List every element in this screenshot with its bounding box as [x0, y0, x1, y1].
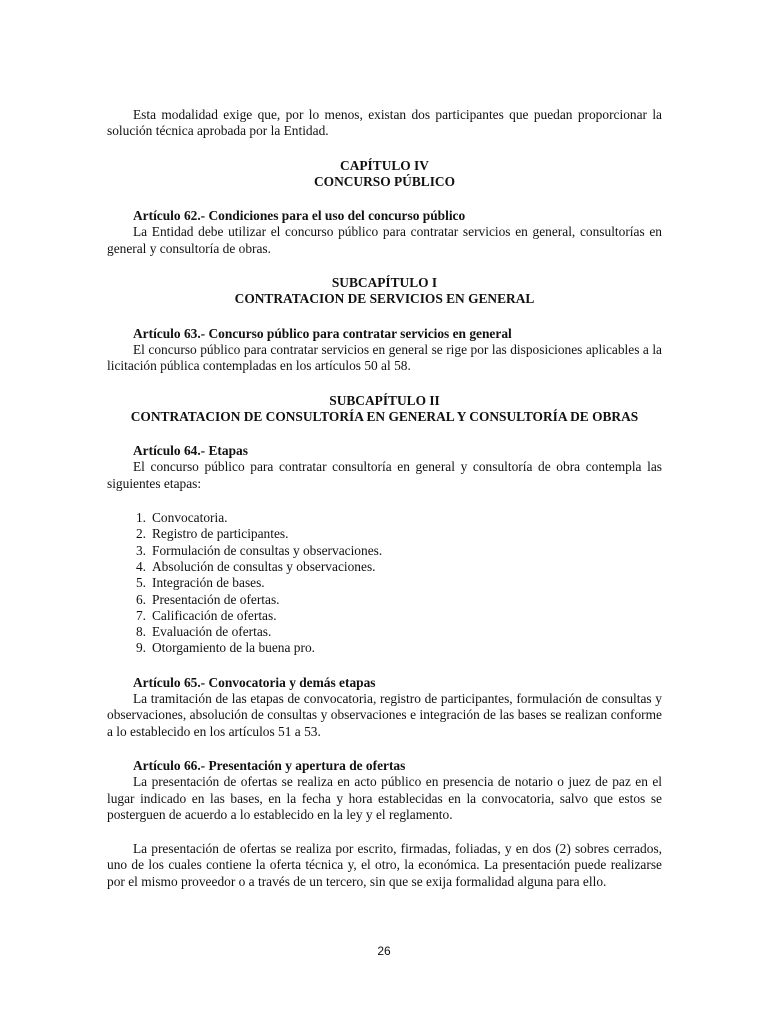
article-63-title: Artículo 63.- Concurso público para contratar servicios en general	[133, 325, 512, 341]
subchapter-1-number: SUBCAPÍTULO I	[331, 275, 438, 291]
article-65-title: Artículo 65.- Convocatoria y demás etapas	[133, 674, 376, 690]
list-text: Presentación de ofertas.	[152, 591, 280, 607]
list-item	[133, 559, 662, 575]
list-text: Registro de participantes.	[152, 526, 289, 542]
list-text: Convocatoria.	[152, 510, 228, 526]
stages-list	[107, 510, 662, 657]
list-text: Evaluación de ofertas.	[152, 624, 272, 640]
article-64-title: Artículo 64.- Etapas	[133, 443, 248, 459]
list-text: Otorgamiento de la buena pro.	[152, 640, 315, 656]
list-number: 1.	[135, 510, 146, 526]
list-item	[133, 608, 662, 624]
article-62-title: Artículo 62.- Condiciones para el uso del concurso público	[133, 208, 466, 224]
list-number: 6.	[135, 591, 146, 607]
page-number: 26	[377, 944, 391, 958]
article-66-title: Artículo 66.- Presentación y apertura de ofertas	[133, 757, 406, 773]
list-number: 7.	[135, 607, 146, 623]
list-text: Calificación de ofertas.	[152, 607, 277, 623]
list-number: 2.	[135, 526, 146, 542]
list-item	[133, 640, 662, 656]
list-number: 3.	[135, 542, 146, 558]
list-number: 4.	[135, 558, 146, 574]
list-text: Formulación de consultas y observaciones.	[152, 542, 383, 558]
document-page	[107, 107, 662, 890]
list-item	[133, 510, 662, 526]
list-number: 9.	[135, 640, 146, 656]
article-66-body-1: La presentación de ofertas se realiza en acto público en presencia de notario o juez de paz en el lugar indicado en las bases, en la fecha y hora establecidas en la convocatoria, salvo que estos se posterguen de acuerdo a lo establecido en la ley y el reglamento.	[107, 774, 662, 822]
list-item	[133, 624, 662, 640]
list-item	[133, 592, 662, 608]
article-65-body: La tramitación de las etapas de convocatoria, registro de participantes, formulación de consultas y observaciones, absolución de consultas y observaciones e integración de las bases se realizan conforme a lo establecido en los artículos 51 a 53.	[107, 691, 662, 739]
list-text: Integración de bases.	[152, 575, 265, 591]
subchapter-1-title: CONTRATACION DE SERVICIOS EN GENERAL	[234, 291, 535, 307]
article-62-body: La Entidad debe utilizar el concurso público para contratar servicios en general, consultorías en general y consultoría de obras.	[107, 224, 662, 256]
subchapter-2-title: CONTRATACION DE CONSULTORÍA EN GENERAL Y CONSULTORÍA DE OBRAS	[130, 408, 639, 424]
article-64-body: El concurso público para contratar consultoría en general y consultoría de obra contempla las siguientes etapas:	[107, 459, 662, 491]
article-63-body: El concurso público para contratar servicios en general se rige por las disposiciones aplicables a la licitación pública contempladas en los artículos 50 al 58.	[107, 341, 662, 374]
list-number: 5.	[135, 575, 146, 591]
subchapter-2-number: SUBCAPÍTULO II	[329, 392, 440, 408]
list-item	[133, 543, 662, 559]
chapter-number: CAPÍTULO IV	[340, 157, 429, 173]
list-number: 8.	[135, 624, 146, 640]
intro-paragraph: Esta modalidad exige que, por lo menos, existan dos participantes que puedan proporcionar la solución técnica aprobada por la Entidad.	[107, 107, 662, 139]
article-66-body-2: La presentación de ofertas se realiza por escrito, firmadas, foliadas, y en dos (2) sobres cerrados, uno de los cuales contiene la oferta técnica y, el otro, la económica. La presentación puede realizarse por el mismo proveedor o a través de un tercero, sin que se exija formalidad alguna para ello.	[107, 841, 662, 889]
chapter-title: CONCURSO PÚBLICO	[314, 173, 455, 189]
list-item	[133, 575, 662, 591]
list-item	[133, 526, 662, 542]
list-text: Absolución de consultas y observaciones.	[152, 558, 376, 574]
